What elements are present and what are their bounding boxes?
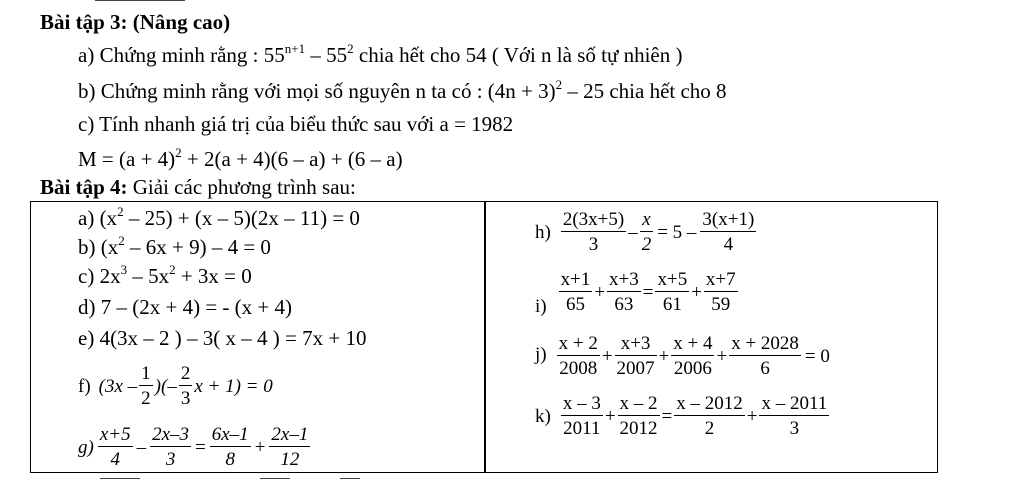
text-ex4-right-k-d4: 3 — [789, 418, 800, 439]
text-ex4-left-c-post: + 3x = 0 — [175, 264, 252, 288]
equation-f — [78, 356, 273, 416]
text-ex4-right-j-op3: + — [716, 345, 728, 367]
text-ex4-right-i-op1: + — [594, 281, 606, 303]
text-ex4-right-h-op2: = 5 – — [657, 221, 697, 243]
text-ex4-left-f-d1: 2 — [141, 388, 151, 409]
text-ex4-right-i-n4: x+7 — [705, 269, 736, 290]
equation-c — [78, 262, 252, 288]
text-ex4-right-h-n2: x — [640, 210, 654, 232]
text-ex4-right-h-n3: 3(x+1) — [702, 209, 755, 230]
text-ex4-left-f-label: f) — [78, 375, 91, 397]
ex3-a-exponent-1: n+1 — [284, 41, 306, 56]
fraction — [269, 425, 310, 469]
ex3-b-tail: – 25 chia hết cho 8 — [562, 79, 727, 103]
text-ex4-right-i-d4: 59 — [711, 294, 731, 315]
text-ex4-left-c-mid: – 5x — [127, 264, 170, 288]
text-ex4-right-k-op3: + — [746, 405, 758, 427]
text-ex4-left-a-sup: 2 — [117, 204, 124, 219]
fraction — [559, 270, 593, 314]
fraction — [674, 394, 745, 438]
text-ex4-left-g-n4: 2x–1 — [271, 424, 309, 445]
text-ex4-right-k-n2: x – 2 — [619, 393, 658, 414]
text-ex4-right-h-op1: – — [628, 221, 638, 243]
equation-e: e) 4(3x – 2 ) – 3( x – 4 ) = 7x + 10 — [78, 326, 367, 350]
exercise-3-item-a — [78, 41, 683, 67]
ex3-m-tail: + 2(a + 4)(6 – a) + (6 – a) — [181, 147, 403, 171]
text-ex4-right-k-label: k) — [535, 405, 551, 427]
text-ex4-right-i-op2: = — [642, 281, 654, 303]
text-ex4-right-i-d1: 65 — [565, 294, 585, 315]
text-ex4-left-g-n3: 6x–1 — [211, 424, 249, 445]
text-ex4-right-i-label: i) — [535, 295, 547, 317]
text-ex4-left-f-p2: )(– — [154, 375, 177, 397]
text-ex4-left-g-d3: 8 — [225, 449, 235, 470]
text-ex4-right-k-d3: 2 — [704, 418, 715, 439]
text-ex4-right-j-op1: + — [601, 345, 613, 367]
fraction — [618, 394, 660, 438]
fraction — [607, 270, 641, 314]
ex4-title-bold: Bài tập 4: — [40, 175, 128, 199]
text-ex4-right-i-d3: 61 — [662, 294, 682, 315]
equation-a — [78, 204, 360, 230]
text-ex4-left-f-n1: 1 — [141, 363, 151, 384]
exercise-3-title: Bài tập 3: (Nâng cao) — [40, 10, 231, 34]
text-ex4-left-c-sup2: 2 — [169, 262, 176, 277]
text-ex4-right-j-d4: 6 — [760, 358, 770, 379]
ex3-m-exponent: 2 — [175, 145, 182, 160]
equation-k — [535, 386, 831, 446]
text-ex4-left-b-post: – 6x + 9) – 4 = 0 — [124, 235, 271, 259]
text-ex4-right-i-n2: x+3 — [609, 269, 639, 290]
exercise-3-expression-m — [78, 145, 403, 171]
equation-d: d) 7 – (2x + 4) = - (x + 4) — [78, 295, 292, 319]
text-ex4-left-b-sup: 2 — [118, 233, 125, 248]
text-ex4-right-i-n1: x+1 — [560, 269, 591, 290]
exercise-3-item-b — [78, 77, 727, 103]
fraction — [561, 210, 626, 254]
text-ex4-left-a-pre: a) (x — [78, 206, 118, 230]
ex3-b-text: b) Chứng minh rằng với mọi số nguyên n ta có : (4n + 3) — [78, 79, 556, 103]
text-ex4-left-a-post: – 25) + (x – 5)(2x – 11) = 0 — [123, 206, 360, 230]
text-ex4-right-j-label: j) — [535, 343, 547, 365]
fraction — [139, 364, 153, 408]
text-ex4-right-j-d1: 2008 — [559, 358, 598, 379]
equation-b — [78, 233, 271, 259]
ex3-a-tail: chia hết cho 54 ( Với n là số tự nhiên ) — [353, 43, 683, 67]
fraction — [557, 334, 600, 378]
text-ex4-right-i-n3: x+5 — [657, 269, 688, 290]
exercise-4-title — [40, 177, 356, 198]
fraction — [561, 394, 603, 438]
text-ex4-left-f-n2: 2 — [180, 363, 191, 384]
fraction — [704, 270, 738, 314]
ex3-a-exponent-2: 2 — [347, 41, 354, 56]
equation-g — [78, 420, 312, 474]
fraction — [210, 425, 251, 469]
fraction — [655, 270, 689, 314]
text-ex4-right-h-label: h) — [535, 221, 551, 243]
fraction — [98, 425, 133, 469]
text-ex4-left-f-p3: x + 1) = 0 — [194, 375, 273, 397]
text-ex4-left-b-pre: b) (x — [78, 235, 119, 259]
bottom-cutoff-line-3 — [340, 478, 360, 479]
text-ex4-left-g-d1: 4 — [110, 449, 120, 470]
text-ex4-right-k-d2: 2012 — [619, 418, 658, 439]
text-ex4-right-j-d3: 2006 — [673, 358, 712, 379]
equation-i — [535, 262, 740, 322]
ex4-title-rest: Giải các phương trình sau: — [127, 175, 356, 199]
text-ex4-left-g-d4: 12 — [280, 449, 300, 470]
fraction — [640, 210, 654, 254]
text-ex4-right-i-d2: 63 — [614, 294, 634, 315]
text-ex4-right-j-n4: x + 2028 — [731, 333, 799, 354]
fraction — [729, 334, 801, 378]
text-ex4-left-g-op2: = — [195, 436, 206, 458]
ex3-m-text: M = (a + 4) — [78, 147, 176, 171]
text-ex4-left-g-n1: x+5 — [99, 424, 131, 445]
text-ex4-right-h-n1: 2(3x+5) — [562, 209, 625, 230]
bottom-cutoff-line-1 — [100, 478, 140, 479]
fraction — [700, 210, 756, 254]
text-ex4-right-j-n2: x+3 — [615, 334, 657, 356]
text-ex4-right-h-d2: 2 — [641, 234, 652, 255]
text-ex4-right-h-d1: 3 — [588, 234, 599, 255]
text-ex4-right-j-n1: x + 2 — [558, 333, 598, 354]
ex3-b-exponent: 2 — [555, 77, 563, 92]
text-ex4-right-j-end: = 0 — [804, 345, 830, 367]
fraction — [179, 364, 193, 408]
text-ex4-right-j-n3: x + 4 — [673, 333, 713, 354]
text-ex4-left-c-sup1: 3 — [120, 262, 128, 277]
text-ex4-right-k-n3: x – 2012 — [676, 393, 743, 414]
text-ex4-right-k-n4: x – 2011 — [761, 393, 828, 414]
text-ex4-right-k-op2: = — [661, 405, 673, 427]
text-ex4-right-k-n1: x – 3 — [562, 393, 601, 414]
top-cutoff-line — [0, 0, 1024, 2]
text-ex4-left-g-op1: – — [136, 436, 147, 458]
ex3-a-text: a) Chứng minh rằng : 55 — [78, 43, 285, 67]
fraction — [150, 425, 191, 469]
text-ex4-right-k-d1: 2011 — [563, 418, 601, 439]
fraction — [671, 334, 714, 378]
equation-j — [535, 326, 830, 386]
text-ex4-right-j-d2: 2007 — [616, 358, 655, 379]
text-ex4-right-i-op3: + — [691, 281, 702, 303]
text-ex4-left-f-p1: (3x – — [98, 375, 138, 397]
text-ex4-left-g-n2: 2x–3 — [152, 424, 190, 445]
fraction — [615, 334, 657, 378]
text-ex4-right-k-op1: + — [604, 405, 616, 427]
text-ex4-left-c-pre: c) 2x — [78, 264, 121, 288]
text-ex4-right-h-d3: 4 — [723, 234, 734, 255]
equation-h — [535, 204, 758, 260]
text-ex4-right-j-op2: + — [658, 345, 670, 367]
text-ex4-left-g-op3: + — [254, 436, 266, 458]
text-ex4-left-g-label: g) — [78, 436, 94, 458]
ex3-a-mid: – 55 — [305, 43, 348, 67]
text-ex4-left-g-d2: 3 — [165, 449, 176, 470]
exercise-3-item-c: c) Tính nhanh giá trị của biểu thức sau với a = 1982 — [78, 112, 514, 136]
fraction — [759, 394, 829, 438]
text-ex4-left-f-d2: 3 — [180, 388, 191, 409]
table-column-divider — [484, 201, 486, 473]
bottom-cutoff-line-2 — [260, 478, 290, 479]
